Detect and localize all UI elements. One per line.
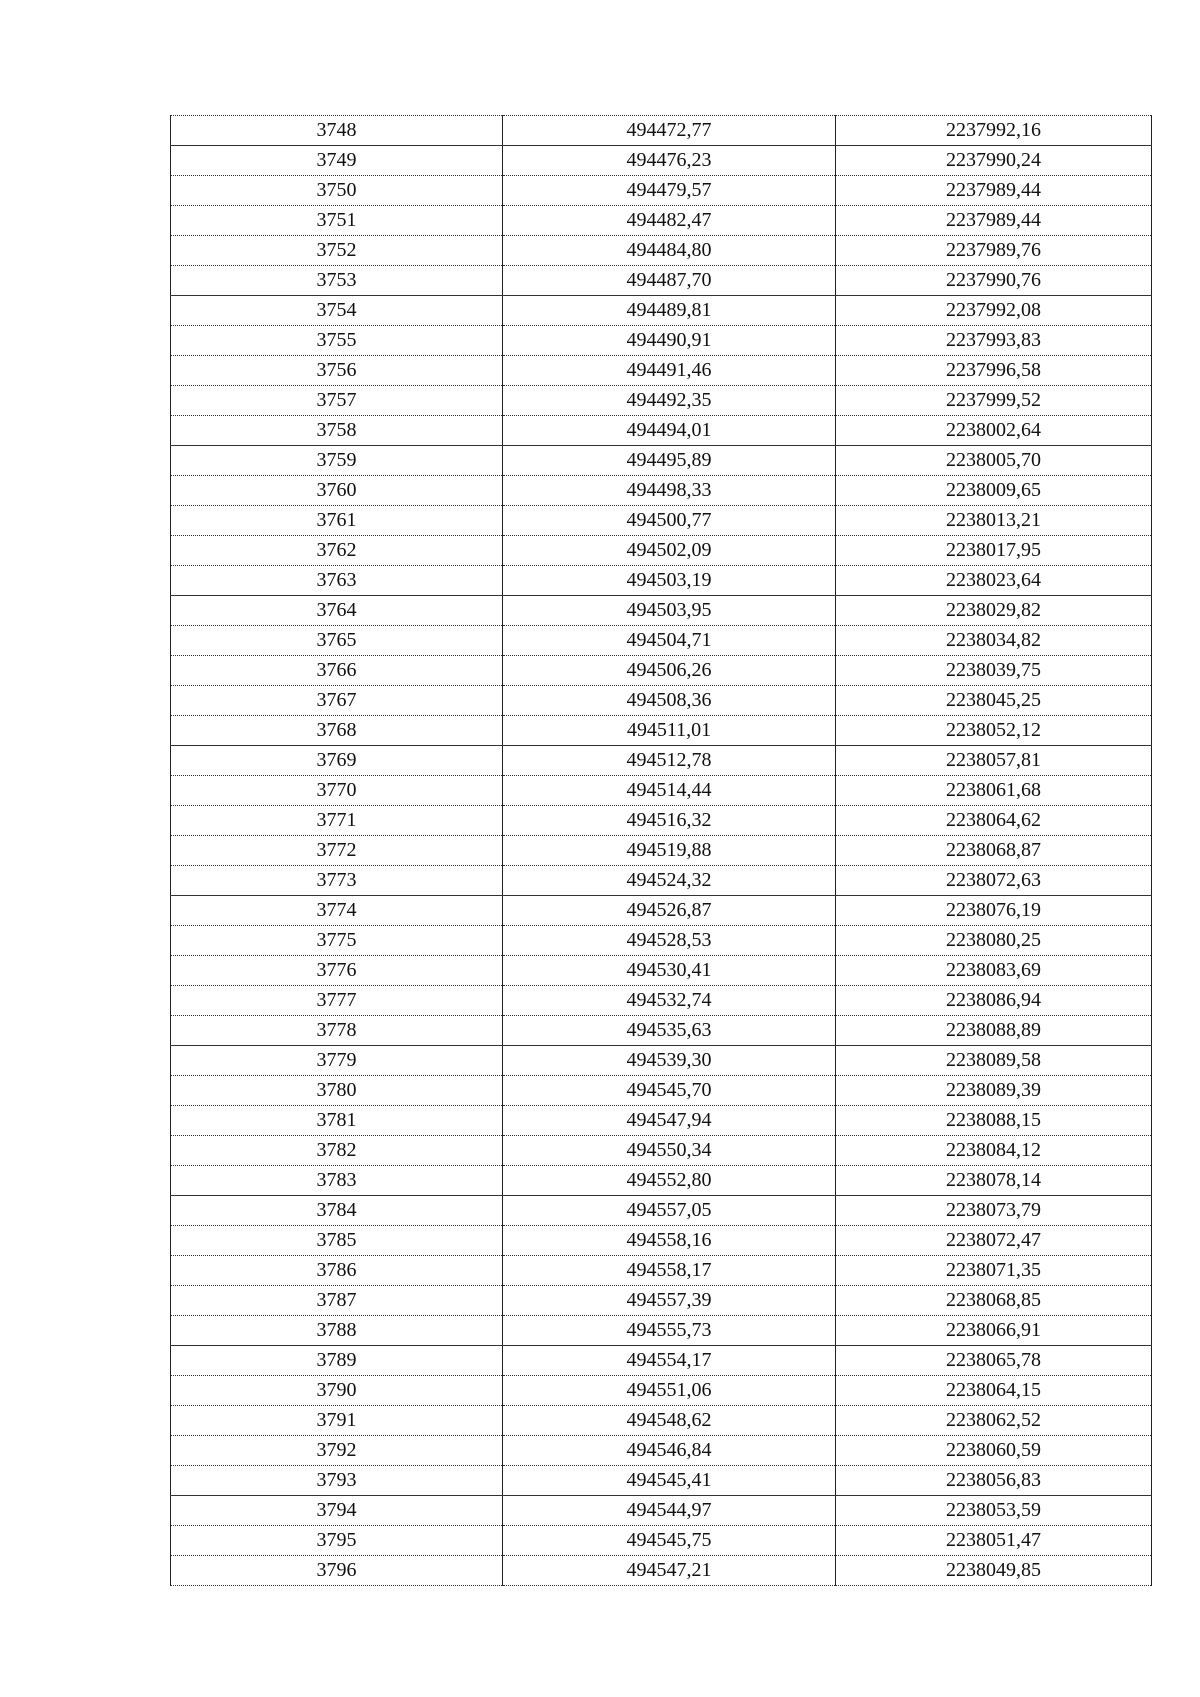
y-coordinate-cell: 2238089,58 bbox=[836, 1046, 1152, 1076]
x-coordinate-cell: 494479,57 bbox=[503, 176, 836, 206]
point-number-cell: 3784 bbox=[171, 1196, 503, 1226]
point-number-cell: 3769 bbox=[171, 746, 503, 776]
point-number-cell: 3789 bbox=[171, 1346, 503, 1376]
table-row bbox=[171, 116, 1152, 146]
x-coordinate-cell: 494539,30 bbox=[503, 1046, 836, 1076]
table-row bbox=[171, 836, 1152, 866]
point-number-cell: 3768 bbox=[171, 716, 503, 746]
table-row bbox=[171, 1256, 1152, 1286]
x-coordinate-cell: 494526,87 bbox=[503, 896, 836, 926]
point-number-cell: 3794 bbox=[171, 1496, 503, 1526]
point-number-cell: 3755 bbox=[171, 326, 503, 356]
table-row bbox=[171, 446, 1152, 476]
y-coordinate-cell: 2238051,47 bbox=[836, 1526, 1152, 1556]
point-number-cell: 3790 bbox=[171, 1376, 503, 1406]
point-number-cell: 3782 bbox=[171, 1136, 503, 1166]
y-coordinate-cell: 2237989,76 bbox=[836, 236, 1152, 266]
x-coordinate-cell: 494503,95 bbox=[503, 596, 836, 626]
x-coordinate-cell: 494546,84 bbox=[503, 1436, 836, 1466]
x-coordinate-cell: 494547,21 bbox=[503, 1556, 836, 1586]
table-row bbox=[171, 1286, 1152, 1316]
x-coordinate-cell: 494557,39 bbox=[503, 1286, 836, 1316]
x-coordinate-cell: 494498,33 bbox=[503, 476, 836, 506]
point-number-cell: 3776 bbox=[171, 956, 503, 986]
point-number-cell: 3748 bbox=[171, 116, 503, 146]
point-number-cell: 3793 bbox=[171, 1466, 503, 1496]
table-row bbox=[171, 506, 1152, 536]
point-number-cell: 3774 bbox=[171, 896, 503, 926]
table-row bbox=[171, 1076, 1152, 1106]
y-coordinate-cell: 2238072,63 bbox=[836, 866, 1152, 896]
table-row bbox=[171, 1436, 1152, 1466]
y-coordinate-cell: 2238064,62 bbox=[836, 806, 1152, 836]
x-coordinate-cell: 494547,94 bbox=[503, 1106, 836, 1136]
point-number-cell: 3783 bbox=[171, 1166, 503, 1196]
table-row bbox=[171, 716, 1152, 746]
point-number-cell: 3765 bbox=[171, 626, 503, 656]
x-coordinate-cell: 494514,44 bbox=[503, 776, 836, 806]
y-coordinate-cell: 2238002,64 bbox=[836, 416, 1152, 446]
point-number-cell: 3754 bbox=[171, 296, 503, 326]
point-number-cell: 3791 bbox=[171, 1406, 503, 1436]
y-coordinate-cell: 2238061,68 bbox=[836, 776, 1152, 806]
x-coordinate-cell: 494545,75 bbox=[503, 1526, 836, 1556]
y-coordinate-cell: 2237989,44 bbox=[836, 176, 1152, 206]
y-coordinate-cell: 2238073,79 bbox=[836, 1196, 1152, 1226]
x-coordinate-cell: 494495,89 bbox=[503, 446, 836, 476]
y-coordinate-cell: 2238066,91 bbox=[836, 1316, 1152, 1346]
table-row bbox=[171, 356, 1152, 386]
y-coordinate-cell: 2238034,82 bbox=[836, 626, 1152, 656]
x-coordinate-cell: 494530,41 bbox=[503, 956, 836, 986]
x-coordinate-cell: 494487,70 bbox=[503, 266, 836, 296]
y-coordinate-cell: 2238029,82 bbox=[836, 596, 1152, 626]
y-coordinate-cell: 2237993,83 bbox=[836, 326, 1152, 356]
table-row bbox=[171, 926, 1152, 956]
y-coordinate-cell: 2238049,85 bbox=[836, 1556, 1152, 1586]
x-coordinate-cell: 494504,71 bbox=[503, 626, 836, 656]
x-coordinate-cell: 494472,77 bbox=[503, 116, 836, 146]
y-coordinate-cell: 2238056,83 bbox=[836, 1466, 1152, 1496]
x-coordinate-cell: 494482,47 bbox=[503, 206, 836, 236]
table-row bbox=[171, 326, 1152, 356]
y-coordinate-cell: 2237990,24 bbox=[836, 146, 1152, 176]
x-coordinate-cell: 494558,16 bbox=[503, 1226, 836, 1256]
y-coordinate-cell: 2238013,21 bbox=[836, 506, 1152, 536]
table-row bbox=[171, 1106, 1152, 1136]
y-coordinate-cell: 2237992,08 bbox=[836, 296, 1152, 326]
y-coordinate-cell: 2237999,52 bbox=[836, 386, 1152, 416]
point-number-cell: 3756 bbox=[171, 356, 503, 386]
table-row bbox=[171, 1046, 1152, 1076]
y-coordinate-cell: 2238089,39 bbox=[836, 1076, 1152, 1106]
point-number-cell: 3761 bbox=[171, 506, 503, 536]
x-coordinate-cell: 494500,77 bbox=[503, 506, 836, 536]
y-coordinate-cell: 2238088,89 bbox=[836, 1016, 1152, 1046]
x-coordinate-cell: 494554,17 bbox=[503, 1346, 836, 1376]
x-coordinate-cell: 494545,41 bbox=[503, 1466, 836, 1496]
x-coordinate-cell: 494489,81 bbox=[503, 296, 836, 326]
point-number-cell: 3753 bbox=[171, 266, 503, 296]
x-coordinate-cell: 494491,46 bbox=[503, 356, 836, 386]
point-number-cell: 3767 bbox=[171, 686, 503, 716]
table-row bbox=[171, 596, 1152, 626]
x-coordinate-cell: 494550,34 bbox=[503, 1136, 836, 1166]
point-number-cell: 3766 bbox=[171, 656, 503, 686]
x-coordinate-cell: 494503,19 bbox=[503, 566, 836, 596]
point-number-cell: 3752 bbox=[171, 236, 503, 266]
point-number-cell: 3759 bbox=[171, 446, 503, 476]
y-coordinate-cell: 2238052,12 bbox=[836, 716, 1152, 746]
table-row bbox=[171, 656, 1152, 686]
table-row bbox=[171, 416, 1152, 446]
x-coordinate-cell: 494555,73 bbox=[503, 1316, 836, 1346]
y-coordinate-cell: 2238088,15 bbox=[836, 1106, 1152, 1136]
table-row bbox=[171, 386, 1152, 416]
x-coordinate-cell: 494476,23 bbox=[503, 146, 836, 176]
y-coordinate-cell: 2238064,15 bbox=[836, 1376, 1152, 1406]
point-number-cell: 3775 bbox=[171, 926, 503, 956]
point-number-cell: 3795 bbox=[171, 1526, 503, 1556]
x-coordinate-cell: 494492,35 bbox=[503, 386, 836, 416]
table-row bbox=[171, 896, 1152, 926]
y-coordinate-cell: 2237990,76 bbox=[836, 266, 1152, 296]
x-coordinate-cell: 494532,74 bbox=[503, 986, 836, 1016]
point-number-cell: 3792 bbox=[171, 1436, 503, 1466]
x-coordinate-cell: 494552,80 bbox=[503, 1166, 836, 1196]
point-number-cell: 3786 bbox=[171, 1256, 503, 1286]
y-coordinate-cell: 2238068,85 bbox=[836, 1286, 1152, 1316]
y-coordinate-cell: 2238060,59 bbox=[836, 1436, 1152, 1466]
y-coordinate-cell: 2237996,58 bbox=[836, 356, 1152, 386]
table-row bbox=[171, 1496, 1152, 1526]
point-number-cell: 3771 bbox=[171, 806, 503, 836]
y-coordinate-cell: 2238039,75 bbox=[836, 656, 1152, 686]
table-row bbox=[171, 806, 1152, 836]
table-row bbox=[171, 296, 1152, 326]
y-coordinate-cell: 2238065,78 bbox=[836, 1346, 1152, 1376]
point-number-cell: 3762 bbox=[171, 536, 503, 566]
point-number-cell: 3788 bbox=[171, 1316, 503, 1346]
y-coordinate-cell: 2238017,95 bbox=[836, 536, 1152, 566]
y-coordinate-cell: 2237989,44 bbox=[836, 206, 1152, 236]
y-coordinate-cell: 2238086,94 bbox=[836, 986, 1152, 1016]
x-coordinate-cell: 494484,80 bbox=[503, 236, 836, 266]
x-coordinate-cell: 494535,63 bbox=[503, 1016, 836, 1046]
x-coordinate-cell: 494557,05 bbox=[503, 1196, 836, 1226]
table-row bbox=[171, 266, 1152, 296]
y-coordinate-cell: 2238053,59 bbox=[836, 1496, 1152, 1526]
x-coordinate-cell: 494548,62 bbox=[503, 1406, 836, 1436]
y-coordinate-cell: 2238071,35 bbox=[836, 1256, 1152, 1286]
x-coordinate-cell: 494508,36 bbox=[503, 686, 836, 716]
table-row bbox=[171, 236, 1152, 266]
table-row bbox=[171, 1526, 1152, 1556]
point-number-cell: 3770 bbox=[171, 776, 503, 806]
y-coordinate-cell: 2238009,65 bbox=[836, 476, 1152, 506]
x-coordinate-cell: 494502,09 bbox=[503, 536, 836, 566]
y-coordinate-cell: 2238023,64 bbox=[836, 566, 1152, 596]
y-coordinate-cell: 2238057,81 bbox=[836, 746, 1152, 776]
x-coordinate-cell: 494524,32 bbox=[503, 866, 836, 896]
point-number-cell: 3779 bbox=[171, 1046, 503, 1076]
table-row bbox=[171, 1196, 1152, 1226]
table-row bbox=[171, 566, 1152, 596]
point-number-cell: 3778 bbox=[171, 1016, 503, 1046]
x-coordinate-cell: 494512,78 bbox=[503, 746, 836, 776]
x-coordinate-cell: 494490,91 bbox=[503, 326, 836, 356]
table-row bbox=[171, 1136, 1152, 1166]
y-coordinate-cell: 2238083,69 bbox=[836, 956, 1152, 986]
y-coordinate-cell: 2238005,70 bbox=[836, 446, 1152, 476]
coordinates-table-body bbox=[171, 116, 1152, 1586]
x-coordinate-cell: 494511,01 bbox=[503, 716, 836, 746]
x-coordinate-cell: 494519,88 bbox=[503, 836, 836, 866]
x-coordinate-cell: 494528,53 bbox=[503, 926, 836, 956]
point-number-cell: 3781 bbox=[171, 1106, 503, 1136]
table-row bbox=[171, 206, 1152, 236]
point-number-cell: 3777 bbox=[171, 986, 503, 1016]
x-coordinate-cell: 494551,06 bbox=[503, 1376, 836, 1406]
point-number-cell: 3763 bbox=[171, 566, 503, 596]
table-row bbox=[171, 866, 1152, 896]
x-coordinate-cell: 494494,01 bbox=[503, 416, 836, 446]
table-row bbox=[171, 1016, 1152, 1046]
x-coordinate-cell: 494558,17 bbox=[503, 1256, 836, 1286]
coordinates-table bbox=[170, 115, 1152, 1586]
table-row bbox=[171, 176, 1152, 206]
table-row bbox=[171, 1376, 1152, 1406]
table-row bbox=[171, 1226, 1152, 1256]
point-number-cell: 3787 bbox=[171, 1286, 503, 1316]
x-coordinate-cell: 494545,70 bbox=[503, 1076, 836, 1106]
table-row bbox=[171, 536, 1152, 566]
table-row bbox=[171, 956, 1152, 986]
table-row bbox=[171, 1406, 1152, 1436]
x-coordinate-cell: 494506,26 bbox=[503, 656, 836, 686]
y-coordinate-cell: 2238076,19 bbox=[836, 896, 1152, 926]
point-number-cell: 3785 bbox=[171, 1226, 503, 1256]
point-number-cell: 3796 bbox=[171, 1556, 503, 1586]
point-number-cell: 3760 bbox=[171, 476, 503, 506]
y-coordinate-cell: 2238072,47 bbox=[836, 1226, 1152, 1256]
table-row bbox=[171, 1466, 1152, 1496]
table-row bbox=[171, 746, 1152, 776]
table-row bbox=[171, 686, 1152, 716]
y-coordinate-cell: 2238068,87 bbox=[836, 836, 1152, 866]
table-row bbox=[171, 1316, 1152, 1346]
y-coordinate-cell: 2238045,25 bbox=[836, 686, 1152, 716]
table-row bbox=[171, 776, 1152, 806]
x-coordinate-cell: 494516,32 bbox=[503, 806, 836, 836]
table-row bbox=[171, 476, 1152, 506]
table-row bbox=[171, 626, 1152, 656]
table-row bbox=[171, 1166, 1152, 1196]
point-number-cell: 3751 bbox=[171, 206, 503, 236]
y-coordinate-cell: 2238078,14 bbox=[836, 1166, 1152, 1196]
point-number-cell: 3749 bbox=[171, 146, 503, 176]
point-number-cell: 3773 bbox=[171, 866, 503, 896]
point-number-cell: 3780 bbox=[171, 1076, 503, 1106]
table-row bbox=[171, 1346, 1152, 1376]
point-number-cell: 3750 bbox=[171, 176, 503, 206]
point-number-cell: 3758 bbox=[171, 416, 503, 446]
table-row bbox=[171, 146, 1152, 176]
y-coordinate-cell: 2238084,12 bbox=[836, 1136, 1152, 1166]
y-coordinate-cell: 2238062,52 bbox=[836, 1406, 1152, 1436]
y-coordinate-cell: 2237992,16 bbox=[836, 116, 1152, 146]
point-number-cell: 3764 bbox=[171, 596, 503, 626]
point-number-cell: 3772 bbox=[171, 836, 503, 866]
table-row bbox=[171, 986, 1152, 1016]
x-coordinate-cell: 494544,97 bbox=[503, 1496, 836, 1526]
table-row bbox=[171, 1556, 1152, 1586]
point-number-cell: 3757 bbox=[171, 386, 503, 416]
y-coordinate-cell: 2238080,25 bbox=[836, 926, 1152, 956]
